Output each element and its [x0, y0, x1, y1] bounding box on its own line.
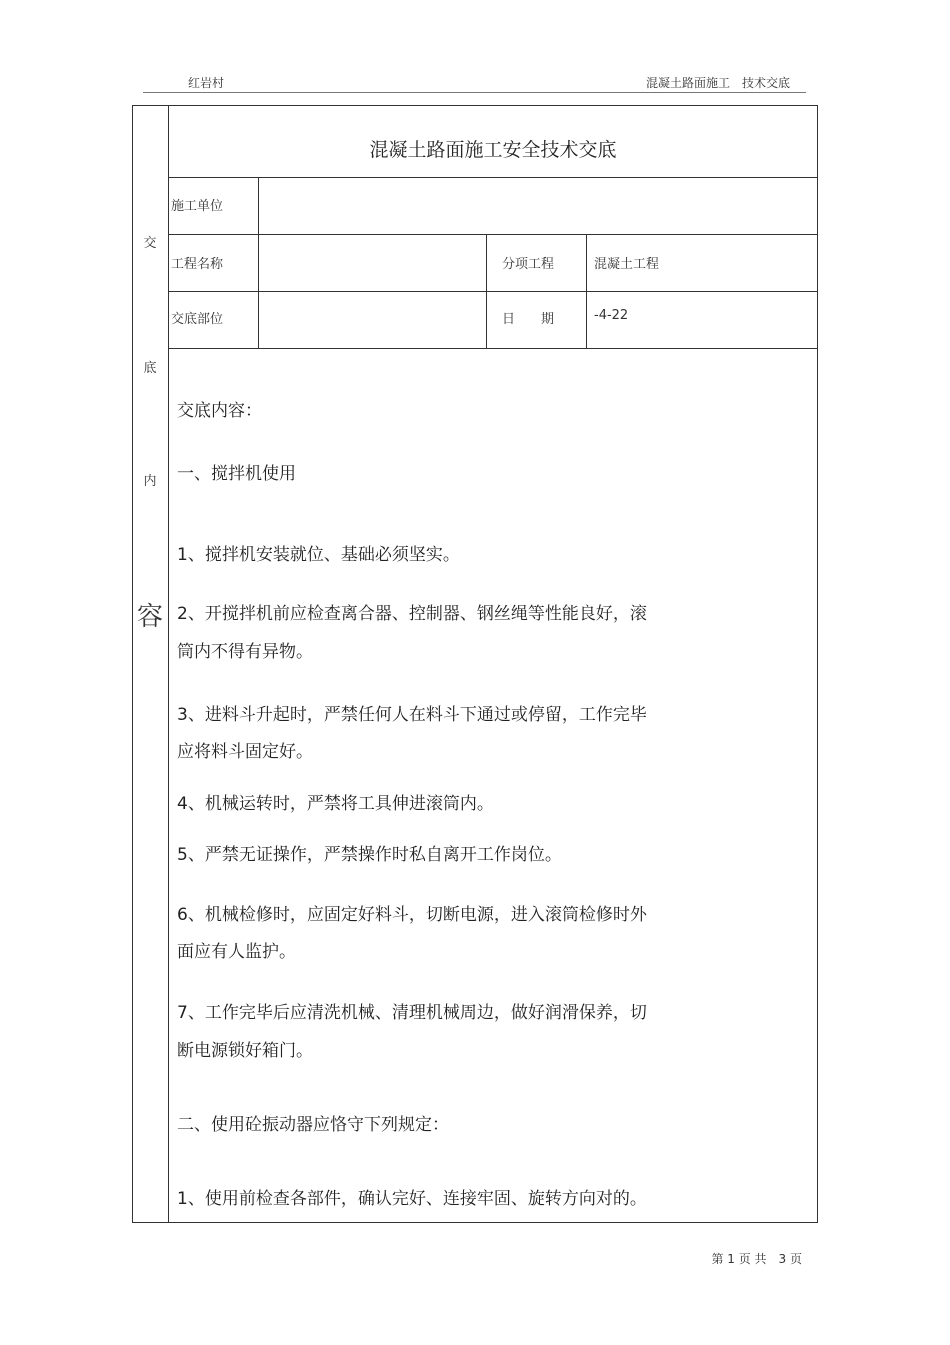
content-intro: 交底内容： [177, 401, 262, 421]
item-1-3-line2: 应将料斗固定好。 [177, 742, 313, 762]
item-1-2-line2: 筒内不得有异物。 [177, 642, 313, 662]
column-divider [258, 177, 259, 348]
side-label-1: 交 [143, 236, 157, 251]
sub-project-label: 分项工程 [502, 257, 555, 272]
date-label: 日 期 [502, 312, 555, 327]
item-2-1: 1、使用前检查各部件，确认完好、连接牢固、旋转方向对的。 [177, 1189, 647, 1209]
side-label-3: 内 [143, 474, 157, 489]
header-left: 红岩村 [188, 76, 225, 90]
side-label-2: 底 [143, 361, 157, 376]
item-1-5: 5、严禁无证操作，严禁操作时私自离开工作岗位。 [177, 845, 562, 865]
row-divider [168, 291, 818, 292]
side-column-divider [168, 105, 169, 1223]
date-value: -4-22 [594, 308, 629, 323]
item-1-4: 4、机械运转时，严禁将工具伸进滚筒内。 [177, 794, 494, 814]
unit-label: 施工单位 [171, 199, 224, 214]
item-1-6-line2: 面应有人监护。 [177, 942, 296, 962]
side-label-4: 容 [136, 602, 163, 632]
header-rule [143, 92, 806, 93]
row-divider [168, 234, 818, 235]
section-heading-2: 二、使用砼振动器应恪守下列规定： [177, 1115, 449, 1135]
column-divider [586, 234, 587, 348]
document-title: 混凝土路面施工安全技术交底 [369, 139, 617, 161]
row-divider [168, 177, 818, 178]
item-1-1: 1、搅拌机安装就位、基础必须坚实。 [177, 545, 460, 565]
column-divider [486, 234, 487, 348]
section-heading-1: 一、搅拌机使用 [177, 464, 296, 484]
header-right: 混凝土路面施工 技术交底 [645, 76, 790, 90]
item-1-7-line2: 断电源锁好箱门。 [177, 1041, 313, 1061]
item-1-6-line1: 6、机械检修时，应固定好料斗，切断电源，进入滚筒检修时外 [177, 905, 647, 925]
part-label: 交底部位 [171, 312, 224, 327]
item-1-7-line1: 7、工作完毕后应清洗机械、清理机械周边，做好润滑保养，切 [177, 1003, 647, 1023]
row-divider [168, 348, 818, 349]
page-number: 第 1 页 共 3 页 [711, 1252, 802, 1266]
item-1-3-line1: 3、进料斗升起时，严禁任何人在料斗下通过或停留，工作完毕 [177, 705, 647, 725]
item-1-2-line1: 2、开搅拌机前应检查离合器、控制器、钢丝绳等性能良好，滚 [177, 604, 647, 624]
sub-project-value: 混凝土工程 [594, 257, 660, 272]
project-label: 工程名称 [171, 257, 224, 272]
